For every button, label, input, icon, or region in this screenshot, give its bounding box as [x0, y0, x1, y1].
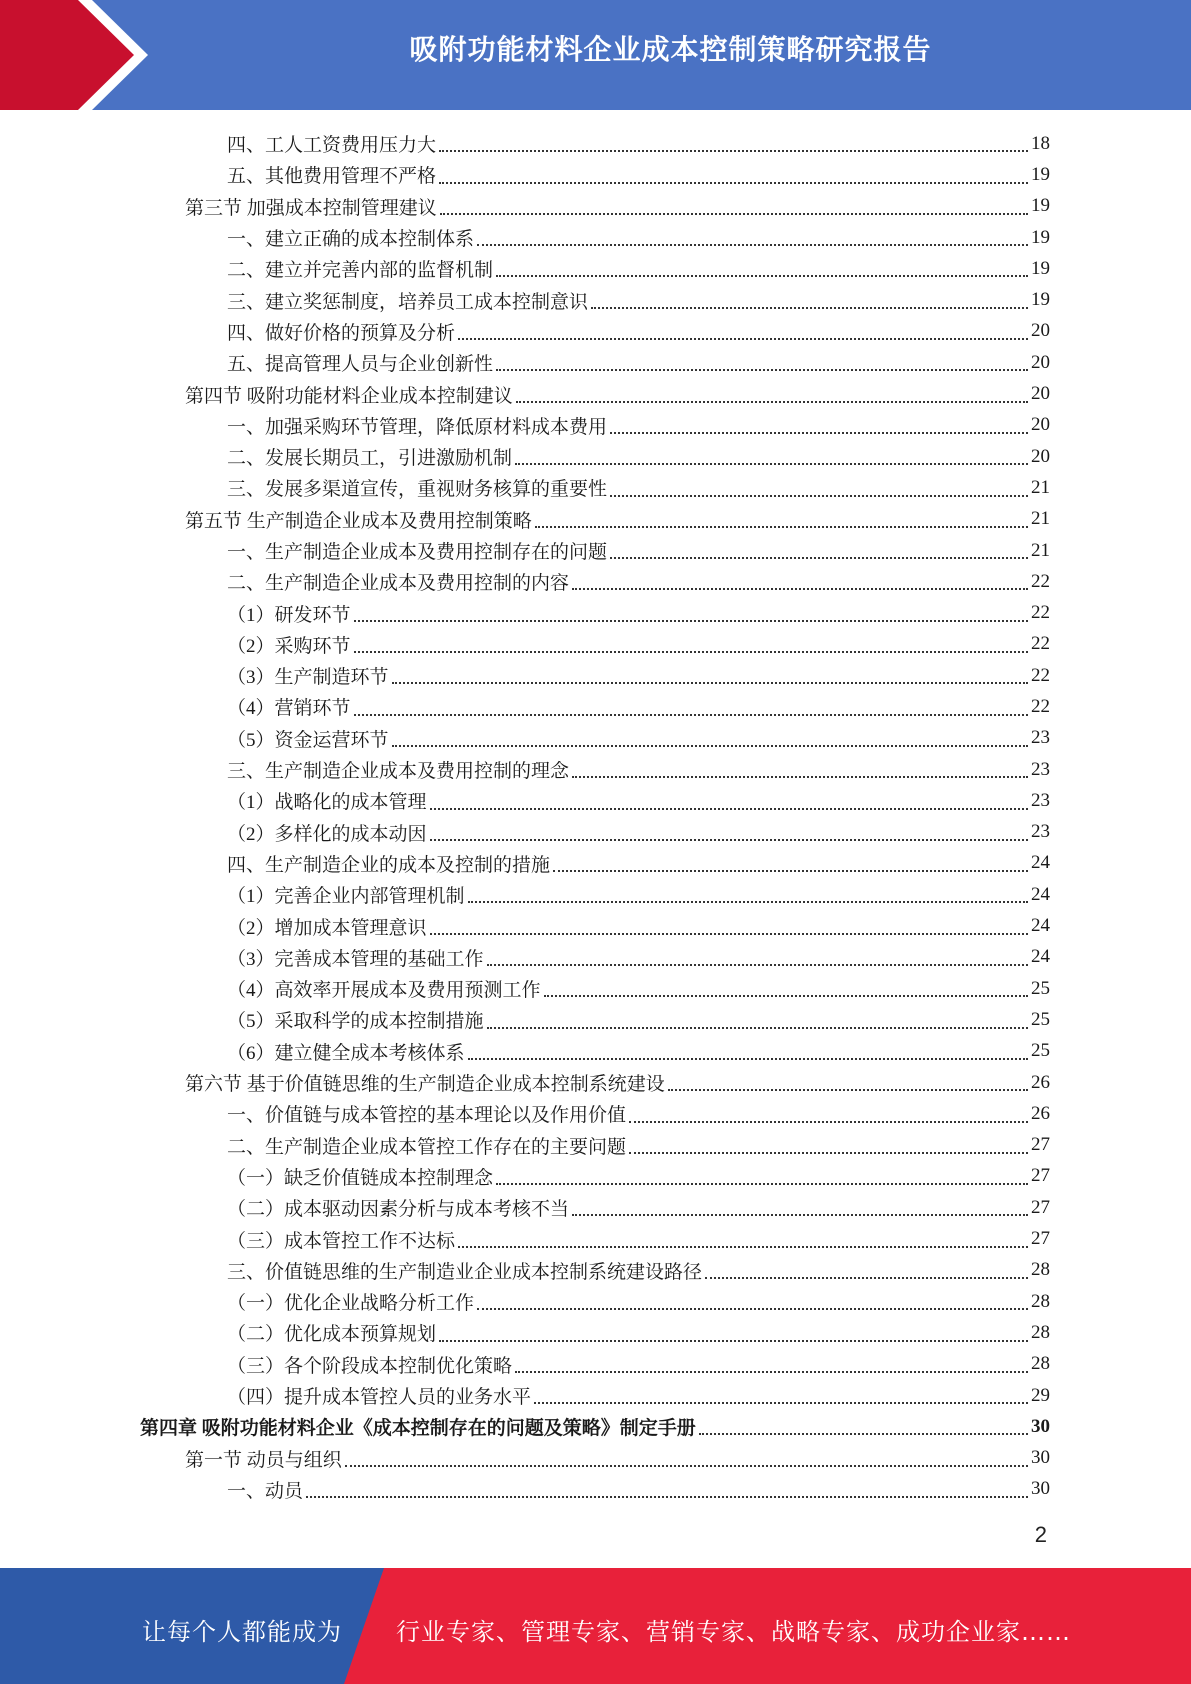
toc-entry-title: （二）成本驱动因素分析与成本考核不当	[227, 1199, 570, 1221]
toc-entry[interactable]	[140, 879, 1050, 910]
toc-dot-leader	[553, 869, 1028, 872]
toc-dot-leader	[354, 619, 1028, 622]
toc-dot-leader	[392, 681, 1028, 684]
toc-entry-page: 18	[1031, 132, 1050, 154]
toc-entry[interactable]	[140, 910, 1050, 941]
toc-entry-page: 27	[1031, 1165, 1050, 1187]
toc-entry-page: 28	[1031, 1259, 1050, 1281]
toc-entry[interactable]	[140, 848, 1050, 879]
toc-entry-title: 三、生产制造企业成本及费用控制的理念	[227, 761, 570, 783]
toc-entry-title: （二）优化成本预算规划	[227, 1324, 437, 1346]
toc-entry-title: 一、生产制造企业成本及费用控制存在的问题	[227, 542, 608, 563]
toc-entry-page: 22	[1031, 633, 1050, 655]
toc-dot-leader	[544, 994, 1028, 997]
toc-dot-leader	[610, 494, 1028, 497]
toc-dot-leader	[610, 556, 1028, 559]
toc-entry-page: 27	[1031, 1134, 1050, 1156]
toc-entry-title: （四）提升成本管控人员的业务水平	[227, 1387, 532, 1409]
toc-entry-page: 30	[1031, 1415, 1050, 1437]
toc-entry[interactable]	[140, 316, 1050, 347]
table-of-contents	[140, 128, 1050, 1505]
toc-entry[interactable]	[140, 723, 1050, 754]
toc-entry-title: 三、发展多渠道宣传，重视财务核算的重要性	[227, 479, 608, 501]
toc-dot-leader	[477, 243, 1028, 246]
toc-entry-title: （1）战略化的成本管理	[227, 792, 427, 814]
toc-dot-leader	[534, 1401, 1028, 1404]
toc-dot-leader	[439, 149, 1028, 152]
toc-entry-title: （一）优化企业战略分析工作	[227, 1293, 475, 1315]
toc-entry-page: 30	[1031, 1478, 1050, 1500]
toc-entry[interactable]	[140, 785, 1050, 816]
toc-dot-leader	[345, 1464, 1028, 1467]
report-title: 吸附功能材料企业成本控制策略研究报告	[409, 33, 932, 66]
toc-entry-title: （3）完善成本管理的基础工作	[227, 948, 484, 970]
toc-entry-page: 22	[1031, 602, 1050, 624]
toc-entry[interactable]	[140, 817, 1050, 848]
toc-dot-leader	[572, 587, 1028, 590]
toc-entry[interactable]	[140, 1161, 1050, 1192]
toc-dot-leader	[430, 838, 1028, 841]
toc-entry-page: 30	[1031, 1447, 1050, 1469]
page-header	[0, 0, 1191, 110]
toc-entry-title: 一、建立正确的成本控制体系	[227, 229, 475, 251]
toc-entry[interactable]	[140, 754, 1050, 785]
toc-entry-title: （5）资金运营环节	[227, 729, 389, 751]
toc-entry-page: 20	[1031, 445, 1050, 467]
toc-entry-title: 第一节 动员与组织	[185, 1449, 342, 1471]
toc-dot-leader	[306, 1495, 1028, 1498]
toc-entry-page: 20	[1031, 383, 1050, 405]
toc-dot-leader	[515, 462, 1028, 465]
toc-entry[interactable]	[140, 1036, 1050, 1067]
toc-entry[interactable]	[140, 1067, 1050, 1098]
toc-entry[interactable]	[140, 1380, 1050, 1411]
toc-entry-page: 26	[1031, 1071, 1050, 1093]
toc-dot-leader	[430, 807, 1028, 810]
toc-entry-page: 24	[1031, 946, 1050, 968]
toc-entry-title: 第四节 吸附功能材料企业成本控制建议	[185, 385, 513, 407]
toc-entry-page: 24	[1031, 883, 1050, 905]
toc-dot-leader	[439, 181, 1028, 184]
toc-entry[interactable]	[140, 1317, 1050, 1348]
toc-dot-leader	[354, 713, 1028, 716]
toc-entry-title: （5）采取科学的成本控制措施	[227, 1011, 484, 1033]
footer-slogan-left: 让每个人都能成为	[142, 1618, 342, 1646]
toc-entry[interactable]	[140, 1192, 1050, 1223]
toc-dot-leader	[354, 650, 1028, 653]
toc-entry-title: （2）增加成本管理意识	[227, 917, 427, 939]
toc-entry-title: 四、做好价格的预算及分析	[227, 322, 456, 344]
toc-entry-page: 23	[1031, 789, 1050, 811]
toc-entry-title: （2）多样化的成本动因	[227, 823, 427, 845]
toc-dot-leader	[430, 932, 1028, 935]
toc-entry[interactable]	[140, 128, 1050, 159]
toc-entry[interactable]	[140, 597, 1050, 628]
toc-entry[interactable]	[140, 566, 1050, 597]
toc-entry[interactable]	[140, 1004, 1050, 1035]
toc-entry-page: 19	[1031, 289, 1050, 311]
toc-entry-title: （1）研发环节	[227, 604, 351, 626]
toc-entry-page: 27	[1031, 1196, 1050, 1218]
toc-entry-page: 19	[1031, 163, 1050, 185]
toc-entry[interactable]	[140, 1223, 1050, 1254]
toc-entry-title: （三）成本管控工作不达标	[227, 1230, 456, 1252]
toc-entry-page: 25	[1031, 1008, 1050, 1030]
toc-entry-title: （2）采购环节	[227, 635, 351, 657]
toc-entry[interactable]	[140, 942, 1050, 973]
toc-entry-page: 25	[1031, 1040, 1050, 1062]
toc-entry-page: 22	[1031, 695, 1050, 717]
toc-dot-leader	[458, 1245, 1028, 1248]
toc-entry-title: 四、生产制造企业的成本及控制的措施	[227, 854, 551, 876]
toc-entry-page: 22	[1031, 570, 1050, 592]
toc-entry-page: 19	[1031, 195, 1050, 217]
toc-entry-page: 25	[1031, 977, 1050, 999]
toc-entry[interactable]	[140, 191, 1050, 222]
toc-dot-leader	[487, 963, 1028, 966]
toc-entry[interactable]	[140, 159, 1050, 190]
toc-entry[interactable]	[140, 441, 1050, 472]
toc-dot-leader	[591, 306, 1028, 309]
toc-entry-title: 二、建立并完善内部的监督机制	[227, 260, 494, 282]
toc-entry-page: 28	[1031, 1353, 1050, 1375]
toc-entry-page: 23	[1031, 821, 1050, 843]
toc-entry[interactable]	[140, 973, 1050, 1004]
toc-entry-title: （4）高效率开展成本及费用预测工作	[227, 980, 541, 1002]
toc-dot-leader	[516, 400, 1028, 403]
toc-dot-leader	[629, 1120, 1028, 1123]
toc-entry-page: 24	[1031, 915, 1050, 937]
toc-entry-page: 20	[1031, 414, 1050, 436]
toc-entry-page: 20	[1031, 351, 1050, 373]
toc-entry[interactable]	[140, 1286, 1050, 1317]
toc-entry-page: 19	[1031, 257, 1050, 279]
toc-entry[interactable]	[140, 691, 1050, 722]
toc-dot-leader	[392, 744, 1028, 747]
toc-dot-leader	[477, 1307, 1028, 1310]
toc-entry-page: 21	[1031, 508, 1050, 530]
page-number: 2	[1034, 1522, 1047, 1547]
toc-entry[interactable]	[140, 222, 1050, 253]
toc-entry-title: （6）建立健全成本考核体系	[227, 1042, 465, 1064]
toc-entry[interactable]	[140, 410, 1050, 441]
toc-entry[interactable]	[140, 504, 1050, 535]
toc-entry-page: 24	[1031, 852, 1050, 874]
toc-entry[interactable]	[140, 1130, 1050, 1161]
toc-entry-title: 三、价值链思维的生产制造业企业成本控制系统建设路径	[227, 1261, 703, 1283]
toc-entry[interactable]	[140, 253, 1050, 284]
toc-dot-leader	[668, 1088, 1028, 1091]
toc-entry-title: 二、生产制造企业成本及费用控制的内容	[227, 573, 570, 595]
toc-entry-page: 27	[1031, 1228, 1050, 1250]
toc-entry-page: 23	[1031, 758, 1050, 780]
toc-entry-page: 22	[1031, 664, 1050, 686]
toc-dot-leader	[468, 1057, 1028, 1060]
toc-entry[interactable]	[140, 1474, 1050, 1505]
toc-entry[interactable]	[140, 347, 1050, 378]
toc-entry-title: 一、加强采购环节管理，降低原材料成本费用	[227, 416, 608, 438]
toc-entry-title: 三、建立奖惩制度，培养员工成本控制意识	[227, 291, 589, 313]
toc-entry[interactable]	[140, 472, 1050, 503]
toc-entry-title: 第三节 加强成本控制管理建议	[185, 197, 437, 219]
toc-entry-title: （1）完善企业内部管理机制	[227, 886, 465, 908]
toc-dot-leader	[535, 525, 1028, 528]
toc-dot-leader	[572, 1213, 1028, 1216]
toc-entry-page: 21	[1031, 476, 1050, 498]
toc-entry-title: 二、发展长期员工，引进激励机制	[227, 448, 513, 470]
toc-dot-leader	[496, 1182, 1028, 1185]
toc-entry[interactable]	[140, 1255, 1050, 1286]
toc-entry-page: 26	[1031, 1102, 1050, 1124]
toc-entry[interactable]	[140, 1411, 1050, 1442]
toc-entry[interactable]	[140, 660, 1050, 691]
toc-entry-title: （三）各个阶段成本控制优化策略	[227, 1355, 513, 1377]
toc-entry[interactable]	[140, 1442, 1050, 1473]
toc-dot-leader	[487, 1026, 1028, 1029]
toc-dot-leader	[629, 1151, 1028, 1154]
toc-entry-title: （4）营销环节	[227, 698, 351, 720]
toc-entry-page: 29	[1031, 1384, 1050, 1406]
toc-entry-title: （3）生产制造环节	[227, 667, 389, 689]
toc-dot-leader	[610, 431, 1028, 434]
toc-entry-title: 第五节 生产制造企业成本及费用控制策略	[185, 510, 532, 532]
toc-dot-leader	[496, 274, 1028, 277]
toc-entry-title: 第四章 吸附功能材料企业《成本控制存在的问题及策略》制定手册	[140, 1418, 696, 1440]
footer-slogan-right: 行业专家、管理专家、营销专家、战略专家、成功企业家……	[396, 1618, 1071, 1646]
toc-entry[interactable]	[140, 378, 1050, 409]
toc-entry-page: 19	[1031, 226, 1050, 248]
toc-entry-title: 二、生产制造企业成本管控工作存在的主要问题	[227, 1136, 627, 1158]
toc-entry-page: 28	[1031, 1290, 1050, 1312]
toc-dot-leader	[439, 1339, 1028, 1342]
toc-entry-title: 一、动员	[227, 1480, 304, 1502]
toc-entry-title: （一）缺乏价值链成本控制理念	[227, 1167, 494, 1189]
toc-entry-page: 21	[1031, 539, 1050, 561]
toc-dot-leader	[705, 1276, 1028, 1279]
toc-entry-title: 四、工人工资费用压力大	[227, 135, 437, 157]
toc-entry-title: 五、提高管理人员与企业创新性	[227, 354, 494, 376]
toc-dot-leader	[515, 1370, 1028, 1373]
toc-entry[interactable]	[140, 284, 1050, 315]
toc-entry[interactable]	[140, 535, 1050, 566]
page-footer	[0, 1568, 1191, 1684]
toc-entry-page: 28	[1031, 1321, 1050, 1343]
toc-dot-leader	[699, 1432, 1028, 1435]
toc-entry-title: 第六节 基于价值链思维的生产制造企业成本控制系统建设	[185, 1074, 665, 1096]
toc-dot-leader	[440, 212, 1028, 215]
toc-entry[interactable]	[140, 1349, 1050, 1380]
toc-dot-leader	[496, 368, 1028, 371]
toc-entry[interactable]	[140, 629, 1050, 660]
toc-entry[interactable]	[140, 1098, 1050, 1129]
toc-entry-title: 五、其他费用管理不严格	[227, 166, 437, 188]
toc-dot-leader	[468, 900, 1028, 903]
toc-entry-page: 23	[1031, 727, 1050, 749]
toc-dot-leader	[572, 775, 1028, 778]
toc-entry-page: 20	[1031, 320, 1050, 342]
toc-entry-title: 一、价值链与成本管控的基本理论以及作用价值	[227, 1105, 627, 1127]
toc-dot-leader	[458, 337, 1028, 340]
